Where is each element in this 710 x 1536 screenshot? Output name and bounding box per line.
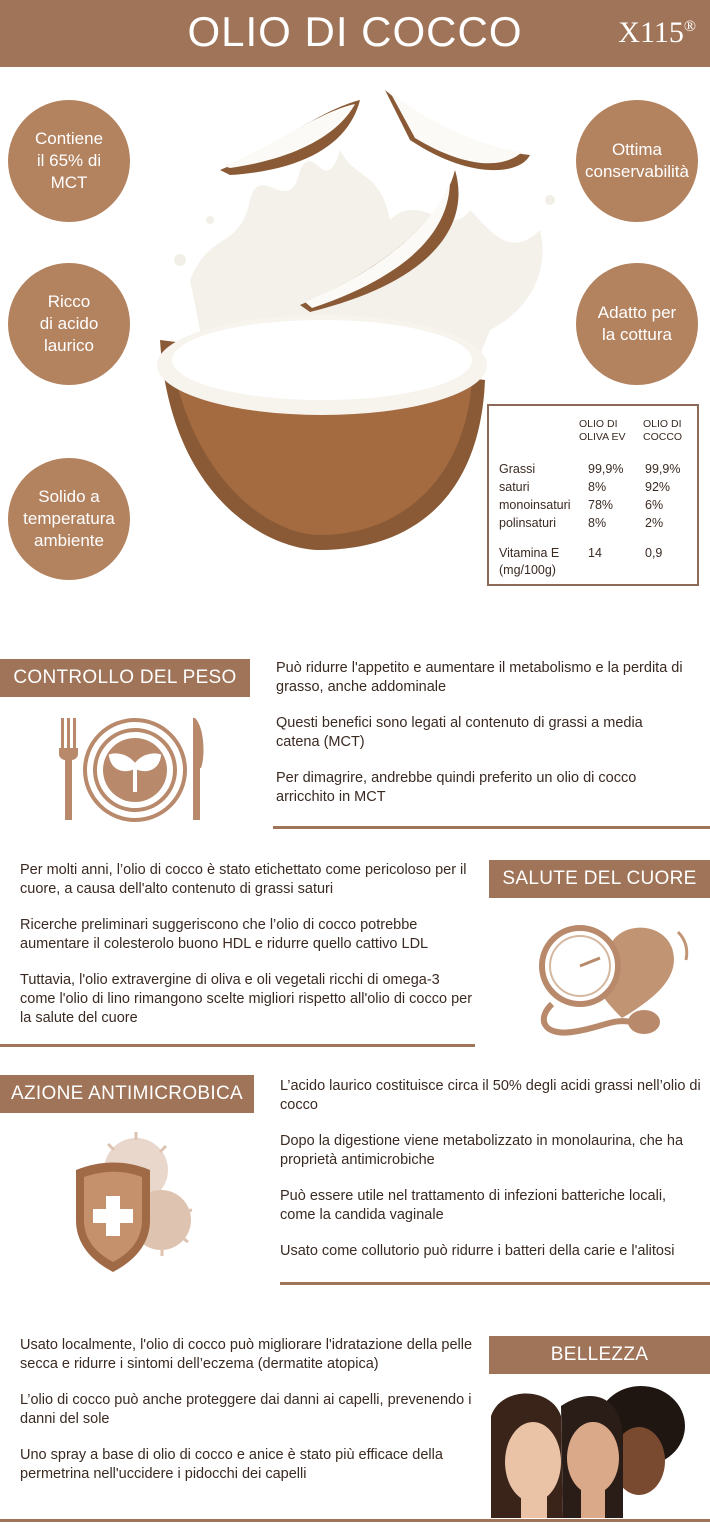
feature-mct: Contiene il 65% di MCT [8, 100, 130, 222]
section-title-weight: CONTROLLO DEL PESO [0, 659, 250, 697]
divider [273, 826, 710, 829]
brand-logo: X115® [618, 16, 696, 49]
antimicrobial-text: L’acido laurico costituisce circa il 50% degli acidi grassi nell’olio di cocco Dopo la digestione viene metabolizzato in monolaurina, che ha proprietà antimicrobiche Può essere utile nel trattamento di infezioni batteriche locali, come la candida vaginale Usato come collutorio può ridurre i batteri della carie e l'alitosi [280, 1078, 701, 1259]
feature-cooking: Adatto per la cottura [576, 263, 698, 385]
women-faces-image [491, 1386, 687, 1518]
plate-cutlery-icon [55, 714, 213, 824]
beauty-text: Usato localmente, l'olio di cocco può migliorare l'idratazione della pelle secca e ridurre i sintomi dell’eczema (dermatite atopica) L’olio di cocco può anche proteggere dai danni ai capelli, prevenendo i danni del sole Uno spray a base di olio di cocco e anice è stato più efficace della permetrina nell'uccidere i pidocchi dei capelli [20, 1337, 473, 1482]
divider [0, 1519, 710, 1522]
feature-solid: Solido a temperatura ambiente [8, 458, 130, 580]
heart-pressure-gauge-icon [532, 918, 692, 1043]
header-banner [0, 0, 710, 67]
divider [0, 1044, 475, 1047]
heart-text: Per molti anni, l’olio di cocco è stato etichettato come pericoloso per il cuore, a causa dell'alto contenuto di grassi saturi Ricerche preliminari suggeriscono che l’olio di cocco potrebbe aumentare il colesterolo buono HDL e ridurre quello cattivo LDL Tuttavia, l'olio extravergine di oliva e oli vegetali ricchi di omega-3 come l'olio di lino rimangono scelte migliori rispetto all'olio di cocco per la salute del cuore [20, 862, 473, 1026]
section-title-heart: SALUTE DEL CUORE [489, 860, 710, 898]
virus-shield-icon [66, 1130, 196, 1275]
weight-text: Può ridurre l'appetito e aumentare il metabolismo e la perdita di grasso, anche addominale Questi benefici sono legati al contenuto di grassi a media catena (MCT) Per dimagrire, andrebbe quindi preferito un olio di cocco arricchito in MCT [276, 660, 683, 805]
column-header-olive-oil: OLIO DI OLIVA EV [579, 418, 626, 443]
divider [280, 1282, 710, 1285]
comparison-table: OLIO DI OLIVA EV OLIO DI COCCO Grassi 99,9% 99,9% saturi 8% 92% monoinsaturi 78% 6% polinsaturi 8% 2% Vitamina E 14 0,9 (mg/100g) [487, 404, 699, 586]
column-header-coconut-oil: OLIO DI COCCO [643, 418, 683, 443]
feature-conservation: Ottima conservabilità [576, 100, 698, 222]
feature-lauric: Ricco di acido laurico [8, 263, 130, 385]
section-title-beauty: BELLEZZA [489, 1336, 710, 1374]
section-title-antimicrobial: AZIONE ANTIMICROBICA [0, 1075, 254, 1113]
page-title: OLIO DI COCCO [187, 8, 523, 55]
